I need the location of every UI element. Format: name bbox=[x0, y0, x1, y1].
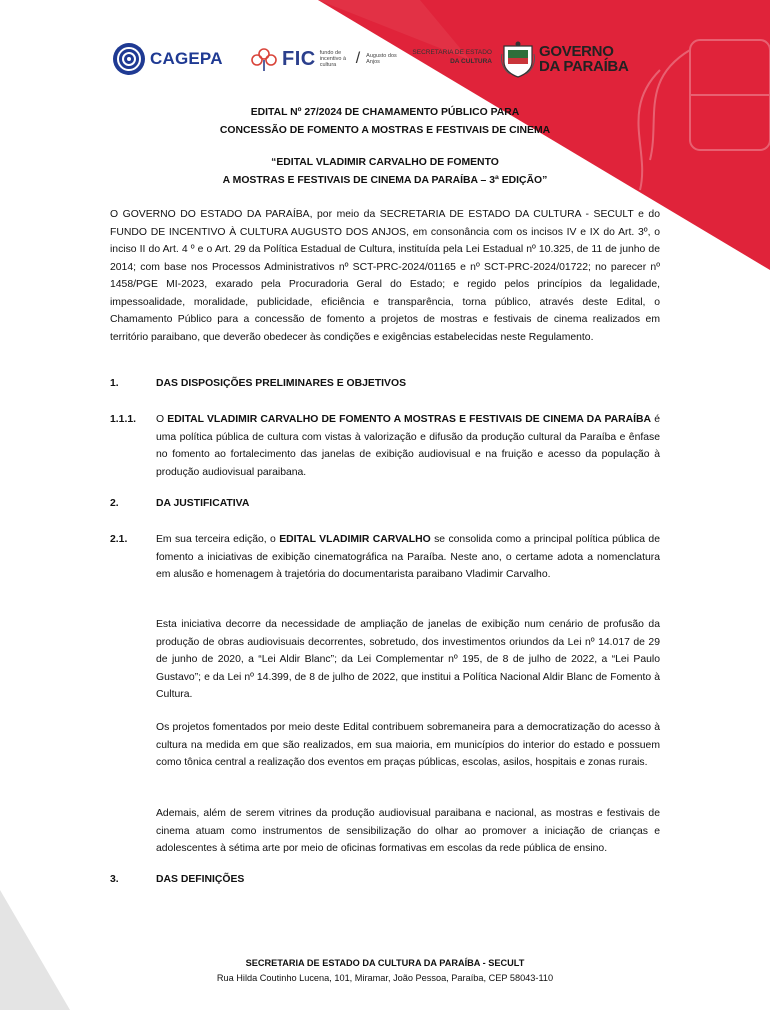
intro-paragraph: O GOVERNO DO ESTADO DA PARAÍBA, por meio da SECRETARIA DE ESTADO DA CULTURA - SECULT e do FUNDO DE INCENTIVO À CULTURA AUGUSTO DOS ANJOS, em consonância com os incisos IV e IX do Art. 3º, o inciso II do Art. 4 º e o Art. 29 da Política Estadual de Cultura, instituída pela Lei Estadual nº 10.325, de 11 de junho de 2014; com base nos Processos Administrativos nº SCT-PRC-2024/01165 e nº SCT-PRC-2024/01722; no parecer nº 1458/PGE MI-2023, exarado pela Procuradoria Geral do Estado; e regido pelos princípios da legalidade, impessoalidade, moralidade, publicidade, eficiência e transparência, torna público, através deste Edital, o Chamamento Público para a concessão de fomento a projetos de mostras e festivais de cinema realizados em território paraibano, que deverão obedecer às condições e exigências estabelecidas neste Regulamento. bbox=[110, 209, 660, 343]
cagepa-logo bbox=[112, 42, 223, 76]
cagepa-wordmark: CAGEPA bbox=[150, 49, 223, 68]
paraiba-crest-icon bbox=[500, 40, 536, 78]
title-line2: CONCESSÃO DE FOMENTO A MOSTRAS E FESTIVAIS DE CINEMA bbox=[219, 125, 551, 136]
governo-logo bbox=[500, 40, 629, 78]
fic-tagline: fundo de incentivo à cultura bbox=[319, 50, 347, 68]
justification-paragraph-4: Ademais, além de serem vitrines da produção audiovisual paraibana e nacional, as mostras e festivais de cinema atuam como instrumentos de sensibilização do olhar ao promover a iniciação de crianças e adolescentes à sétima arte por meio de oficinas formativas em escolas da rede pública de ensino. bbox=[156, 808, 660, 854]
section-number: 3. bbox=[110, 874, 119, 885]
fic-flower-icon bbox=[249, 46, 279, 72]
governo-wordmark: GOVERNO DA PARAÍBA bbox=[539, 43, 629, 75]
title-line4: A MOSTRAS E FESTIVAIS DE CINEMA DA PARAÍBA – 3ª EDIÇÃO” bbox=[222, 175, 548, 186]
clause-text: Em sua terceira edição, o EDITAL VLADIMIR CARVALHO se consolida como a principal política pública de fomento a iniciativas de exibição cinematográfica na Paraíba. Neste ano, o certame adota a nomenclatura em alusão e homenagem à trajetória do documentarista paraibano Vladimir Carvalho. bbox=[156, 534, 660, 580]
fic-logo bbox=[249, 46, 400, 72]
title-line3: “EDITAL VLADIMIR CARVALHO DE FOMENTO bbox=[271, 157, 499, 168]
fic-name: Augusto dos Anjos bbox=[366, 53, 397, 65]
clause-text: O EDITAL VLADIMIR CARVALHO DE FOMENTO A MOSTRAS E FESTIVAIS DE CINEMA DA PARAÍBA é uma política pública de cultura com vistas à valorização e difusão da produção cultural da Paraíba e ênfase no fomento ao fortalecimento das janelas de exibição audiovisual e na fruição e acesso da população à produção audiovisual paraibana. bbox=[156, 414, 660, 478]
edital-subtitle bbox=[110, 154, 660, 190]
clause-number: 1.1.1. bbox=[110, 414, 136, 425]
secretaria-logo bbox=[402, 48, 492, 66]
edital-title bbox=[110, 104, 660, 140]
justification-paragraph-2: Esta iniciativa decorre da necessidade de ampliação de janelas de exibição num cenário de profusão da produção de obras audiovisuais decorrentes, sobretudo, dos investimentos oriundos da Lei nº 14.017 de 29 de junho de 2020, a “Lei Aldir Blanc”; da Lei Complementar nº 195, de 8 de julho de 2022, a “Lei Paulo Gustavo”; e da Lei nº 14.399, de 8 de julho de 2022, que institui a Política Nacional Aldir Blanc de Fomento à Cultura. bbox=[156, 619, 660, 700]
section-label: DA JUSTIFICATIVA bbox=[156, 498, 250, 509]
footer-title: SECRETARIA DE ESTADO DA CULTURA DA PARAÍBA - SECULT bbox=[245, 958, 525, 968]
header-logos bbox=[112, 40, 632, 80]
secretaria-line1: SECRETARIA DE ESTADO bbox=[412, 49, 492, 56]
title-line1: EDITAL Nº 27/2024 DE CHAMAMENTO PÚBLICO PARA bbox=[250, 107, 520, 118]
cagepa-globe-icon bbox=[112, 42, 146, 76]
section-label: DAS DEFINIÇÕES bbox=[156, 874, 245, 885]
clause-number: 2.1. bbox=[110, 534, 128, 545]
fic-slash-divider: / bbox=[355, 50, 361, 67]
page-footer bbox=[0, 958, 770, 983]
section-label: DAS DISPOSIÇÕES PRELIMINARES E OBJETIVOS bbox=[156, 378, 406, 389]
footer-address: Rua Hilda Coutinho Lucena, 101, Miramar, João Pessoa, Paraíba, CEP 58043-110 bbox=[216, 973, 554, 983]
corner-decoration bbox=[0, 890, 80, 1010]
fic-wordmark: FIC bbox=[282, 47, 316, 70]
secretaria-line2: DA CULTURA bbox=[450, 58, 492, 65]
section-number: 2. bbox=[110, 498, 119, 509]
section-number: 1. bbox=[110, 378, 119, 389]
justification-paragraph-3: Os projetos fomentados por meio deste Edital contribuem sobremaneira para a democratização do acesso à cultura na medida em que são realizados, em sua maioria, em municípios do interior do estado e possuem como tônica central a realização dos eventos em praças públicas, escolas, asilos, hospitais e zonas rurais. bbox=[156, 722, 660, 768]
